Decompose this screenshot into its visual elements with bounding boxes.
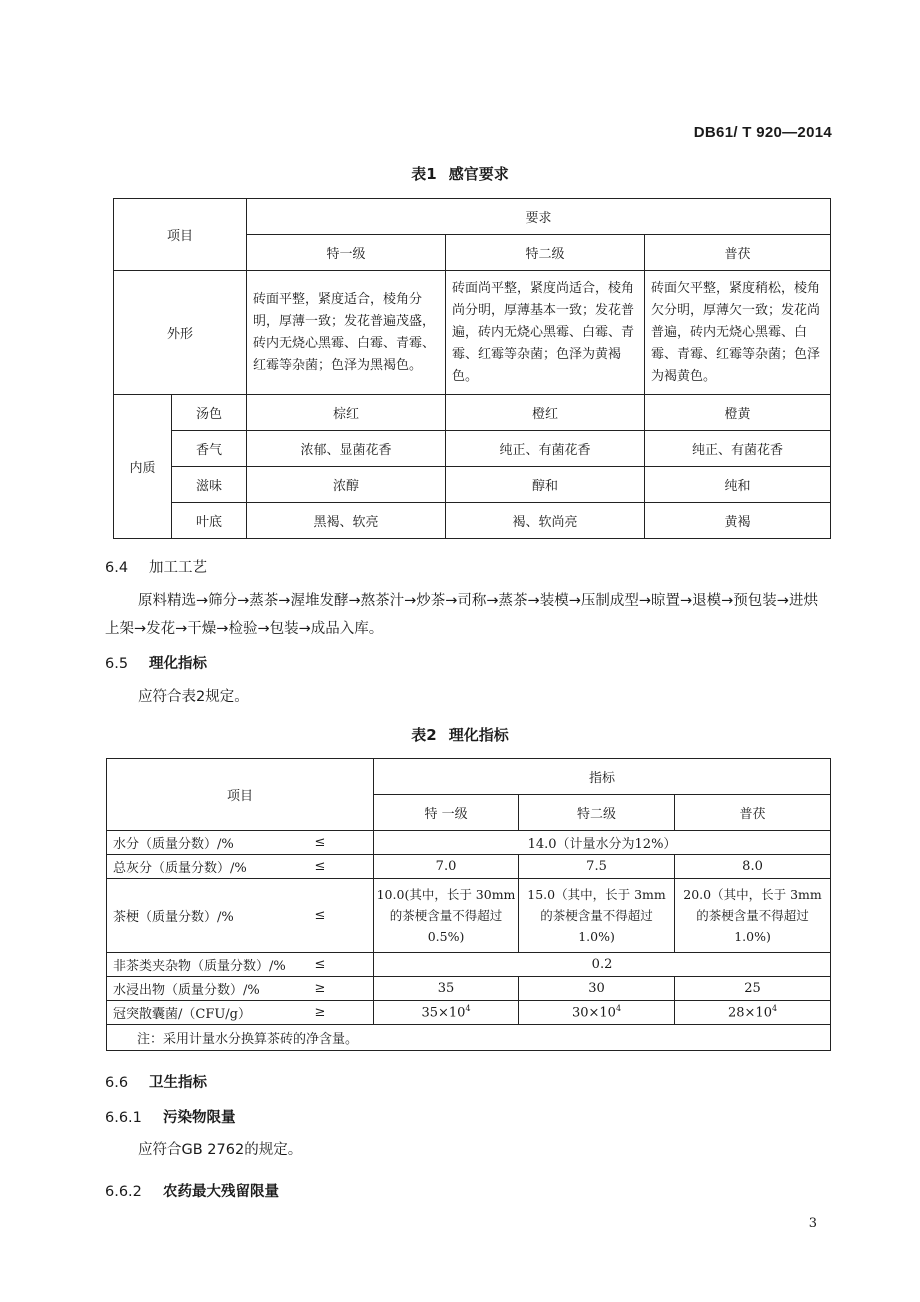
table1-header-item: 项目 xyxy=(114,199,247,271)
table2-cell-line: 10.0(其中，长于 30mm xyxy=(376,887,516,902)
section-number: 6.6.2 xyxy=(105,1184,142,1200)
table1-inner-cell: 纯正、有菌花香 xyxy=(446,431,645,467)
fungus-value-base: 35×10 xyxy=(421,1005,466,1021)
table2-grade-header: 普茯 xyxy=(675,795,831,831)
table2-grade-header: 特二级 xyxy=(519,795,675,831)
section-title: 污染物限量 xyxy=(163,1110,236,1126)
table2-row-symbol: ≥ xyxy=(307,1001,374,1025)
table2-cell-line: 0.5%) xyxy=(427,929,465,944)
section-6-6-2-heading xyxy=(105,1180,279,1201)
table2-row-name: 水分（质量分数）/% xyxy=(107,831,307,855)
table2-row-symbol: ≤ xyxy=(307,879,374,953)
section-number: 6.6.1 xyxy=(105,1110,142,1126)
table2-cell xyxy=(519,879,675,953)
table1-inner-row-name: 叶底 xyxy=(172,503,247,539)
table2-grade-header: 特 一级 xyxy=(374,795,519,831)
physicochemical-index-table xyxy=(106,758,831,1051)
table1-appearance-cell: 砖面平整，紧度适合，棱角分明，厚薄一致；发花普遍茂盛，砖内无烧心黑霉、白霉、青霉、红霉等杂菌；色泽为黑褐色。 xyxy=(247,271,446,395)
table1-inner-cell: 褐、软尚亮 xyxy=(446,503,645,539)
section-title: 卫生指标 xyxy=(149,1075,207,1091)
section-title: 农药最大残留限量 xyxy=(163,1184,279,1200)
section-title: 理化指标 xyxy=(149,656,207,672)
document-code: DB61/ T 920—2014 xyxy=(693,124,832,141)
fungus-value-exponent: 4 xyxy=(465,1004,471,1014)
table2-cell xyxy=(675,1001,831,1025)
table2-caption xyxy=(0,724,920,745)
table1-inner-cell: 黑褐、软亮 xyxy=(247,503,446,539)
table1-caption-number: 表1 xyxy=(411,165,437,183)
section-6-4-text: 原料精选→筛分→蒸茶→渥堆发酵→熬茶汁→炒茶→司称→蒸茶→装模→压制成型→晾置→退模→预包装→进烘上架→发花→干燥→检验→包装→成品入库。 xyxy=(105,593,818,637)
table2-cell-line: 15.0（其中，长于 3mm xyxy=(527,887,666,902)
table1-caption xyxy=(0,163,920,184)
table2-cell xyxy=(675,879,831,953)
table2-cell-line: 的茶梗含量不得超过 xyxy=(389,908,503,923)
table1-inner-cell: 橙黄 xyxy=(645,395,831,431)
table2-caption-number: 表2 xyxy=(411,726,437,744)
table1-inner-cell: 纯正、有菌花香 xyxy=(645,431,831,467)
table2-cell-line: 1.0%) xyxy=(578,929,615,944)
table1-inner-cell: 醇和 xyxy=(446,467,645,503)
table2-row-symbol: ≤ xyxy=(307,855,374,879)
table1-appearance-cell: 砖面欠平整，紧度稍松，棱角欠分明，厚薄欠一致；发花尚普遍，砖内无烧心黑霉、白霉、青霉、红霉等杂菌；色泽为褐黄色。 xyxy=(645,271,831,395)
table1-inner-cell: 浓醇 xyxy=(247,467,446,503)
table2-cell xyxy=(374,1001,519,1025)
table2-row-symbol: ≤ xyxy=(307,831,374,855)
table2-note: 注：采用计量水分换算茶砖的净含量。 xyxy=(107,1025,831,1051)
table1-grade-header: 特一级 xyxy=(247,235,446,271)
table1-inner-row-name: 汤色 xyxy=(172,395,247,431)
fungus-value-base: 28×10 xyxy=(727,1005,772,1021)
table2-cell-line: 20.0（其中，长于 3mm xyxy=(683,887,822,902)
table2-cell: 0.2 xyxy=(374,953,831,977)
section-number: 6.4 xyxy=(105,560,129,576)
section-6-5-text: 应符合表2规定。 xyxy=(138,689,249,705)
table1-appearance-cell: 砖面尚平整，紧度尚适合，棱角尚分明，厚薄基本一致；发花普遍，砖内无烧心黑霉、白霉、青霉、红霉等杂菌；色泽为黄褐色。 xyxy=(446,271,645,395)
table2-cell: 14.0（计量水分为12%） xyxy=(374,831,831,855)
table1-inner-cell: 纯和 xyxy=(645,467,831,503)
section-number: 6.6 xyxy=(105,1075,129,1091)
section-6-6-1-heading xyxy=(105,1106,236,1127)
table2-cell xyxy=(519,1001,675,1025)
table2-cell: 25 xyxy=(675,977,831,1001)
table2-header-item: 项目 xyxy=(107,759,374,831)
sensory-requirements-table xyxy=(113,198,831,539)
table1-header-requirement: 要求 xyxy=(247,199,831,235)
table2-cell xyxy=(374,879,519,953)
table2-row-name: 茶梗（质量分数）/% xyxy=(107,879,307,953)
table2-cell-line: 1.0%) xyxy=(734,929,771,944)
fungus-value-exponent: 4 xyxy=(771,1004,778,1014)
table1-grade-header: 特二级 xyxy=(446,235,645,271)
table1-grade-header: 普茯 xyxy=(645,235,831,271)
section-6-5-heading xyxy=(105,652,207,673)
fungus-value-base: 30×10 xyxy=(571,1005,616,1021)
table1-inner-cell: 棕红 xyxy=(247,395,446,431)
section-number: 6.5 xyxy=(105,656,129,672)
table2-cell: 30 xyxy=(519,977,675,1001)
table2-row-symbol: ≥ xyxy=(307,977,374,1001)
table2-cell: 35 xyxy=(374,977,519,1001)
table2-caption-title: 理化指标 xyxy=(448,726,509,744)
table1-inner-label: 内质 xyxy=(114,395,172,539)
table2-row-name: 冠突散囊菌/（CFU/g） xyxy=(107,1001,307,1025)
table2-row-name: 水浸出物（质量分数）/% xyxy=(107,977,307,1001)
table2-header-index: 指标 xyxy=(374,759,831,795)
table2-row-symbol: ≤ xyxy=(307,953,374,977)
table2-cell: 7.5 xyxy=(519,855,675,879)
section-title: 加工工艺 xyxy=(149,560,207,576)
page-number: 3 xyxy=(808,1216,817,1231)
table1-inner-cell: 黄褐 xyxy=(645,503,831,539)
table2-row-name: 非茶类夹杂物（质量分数）/% xyxy=(107,953,307,977)
table2-cell-line: 的茶梗含量不得超过 xyxy=(540,908,653,923)
table2-row-name: 总灰分（质量分数）/% xyxy=(107,855,307,879)
table1-inner-row-name: 香气 xyxy=(172,431,247,467)
table1-caption-title: 感官要求 xyxy=(448,165,509,183)
fungus-value-exponent: 4 xyxy=(615,1004,622,1014)
section-6-6-heading xyxy=(105,1071,207,1092)
table1-inner-cell: 橙红 xyxy=(446,395,645,431)
table1-appearance-label: 外形 xyxy=(114,271,247,395)
table1-inner-cell: 浓郁、显菌花香 xyxy=(247,431,446,467)
table2-cell-line: 的茶梗含量不得超过 xyxy=(696,908,809,923)
table1-inner-row-name: 滋味 xyxy=(172,467,247,503)
table2-cell: 7.0 xyxy=(374,855,519,879)
section-6-4-heading xyxy=(105,556,207,577)
section-6-6-1-text: 应符合GB 2762的规定。 xyxy=(138,1142,303,1158)
table2-cell: 8.0 xyxy=(675,855,831,879)
